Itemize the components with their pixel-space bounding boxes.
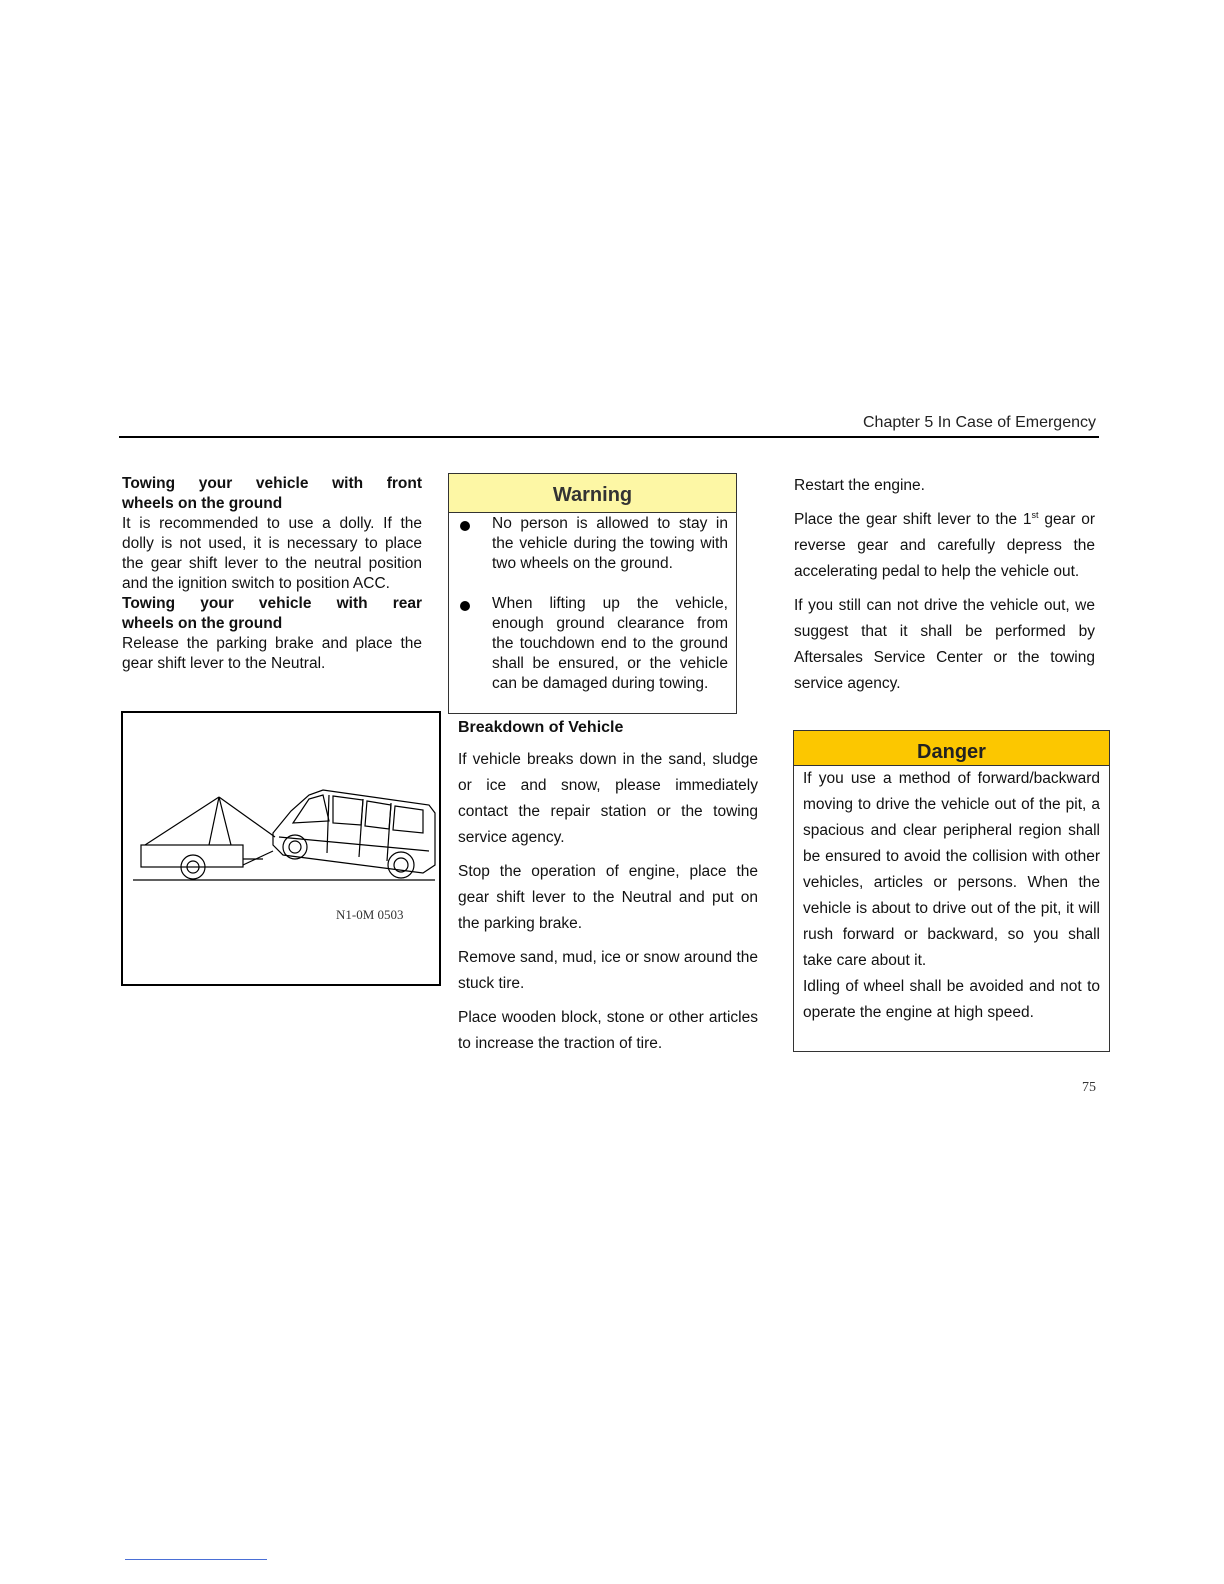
danger-paragraph: Idling of wheel shall be avoided and not to operate the engine at high speed. xyxy=(803,978,1100,1021)
bullet-icon xyxy=(460,601,470,611)
column-recovery xyxy=(794,473,1095,697)
warning-item-text: When lifting up the vehicle, enough ground clearance from the touchdown end to the ground shall be ensured, or the vehicle can be damaged during towing. xyxy=(492,595,728,692)
gear-text-end: gear or reverse gear and carefully depress the accelerating pedal to help the vehicle out. xyxy=(794,511,1096,580)
page-number: 75 xyxy=(1082,1080,1096,1095)
rear-wheels-heading-line1: Towing your vehicle with rear xyxy=(122,595,422,612)
breakdown-paragraph: Stop the operation of engine, place the gear shift lever to the Neutral and put on the parking brake. xyxy=(458,863,758,932)
header-rule xyxy=(119,436,1099,438)
warning-title: Warning xyxy=(449,474,736,513)
bullet-icon xyxy=(460,521,470,531)
rear-wheels-heading-line2: wheels on the ground xyxy=(122,615,283,632)
restart-text: Restart the engine. xyxy=(794,477,925,494)
towing-illustration xyxy=(121,711,441,986)
breakdown-paragraph: Remove sand, mud, ice or snow around the stuck tire. xyxy=(458,949,758,992)
front-wheels-heading-line2: wheels on the ground xyxy=(122,495,283,512)
chapter-header: Chapter 5 In Case of Emergency xyxy=(862,414,1096,431)
column-towing xyxy=(122,474,422,674)
breakdown-paragraph: Place wooden block, stone or other articles to increase the traction of tire. xyxy=(458,1009,758,1052)
breakdown-title: Breakdown of Vehicle xyxy=(458,719,624,736)
column-breakdown xyxy=(458,717,758,1057)
figure-label: N1-0M 0503 xyxy=(336,907,404,922)
danger-body xyxy=(803,766,1100,1026)
footer-link-line xyxy=(125,1559,267,1560)
danger-title: Danger xyxy=(794,731,1109,766)
rear-wheels-body: Release the parking brake and place the gear shift lever to the Neutral. xyxy=(122,635,422,672)
towing-drawing xyxy=(123,713,439,984)
gear-superscript: st xyxy=(1031,509,1039,520)
front-wheels-body: It is recommended to use a dolly. If the dolly is not used, it is necessary to place the gear shift lever to the neutral position and the ignition switch to position ACC. xyxy=(122,515,422,592)
danger-paragraph: If you use a method of forward/backward moving to drive the vehicle out of the pit, a spacious and clear peripheral region shall be ensured to avoid the collision with other vehicles, articles or persons. When the vehicle is about to drive out of the pit, it will rush forward or backward, so you shall take care about it. xyxy=(803,770,1100,969)
still-text: If you still can not drive the vehicle out, we suggest that it shall be performed by Aftersales Service Center or the towing service agency. xyxy=(794,597,1095,692)
gear-text-start: Place the gear shift lever to the 1 xyxy=(794,511,1032,528)
warning-item-text: No person is allowed to stay in the vehicle during the towing with two wheels on the ground. xyxy=(492,515,728,572)
danger-box xyxy=(793,730,1110,1052)
gear-text xyxy=(794,507,1095,585)
breakdown-paragraph: If vehicle breaks down in the sand, sludge or ice and snow, please immediately contact the repair station or the towing service agency. xyxy=(458,751,758,846)
warning-box xyxy=(448,473,737,714)
front-wheels-heading-line1: Towing your vehicle with front xyxy=(122,475,422,492)
